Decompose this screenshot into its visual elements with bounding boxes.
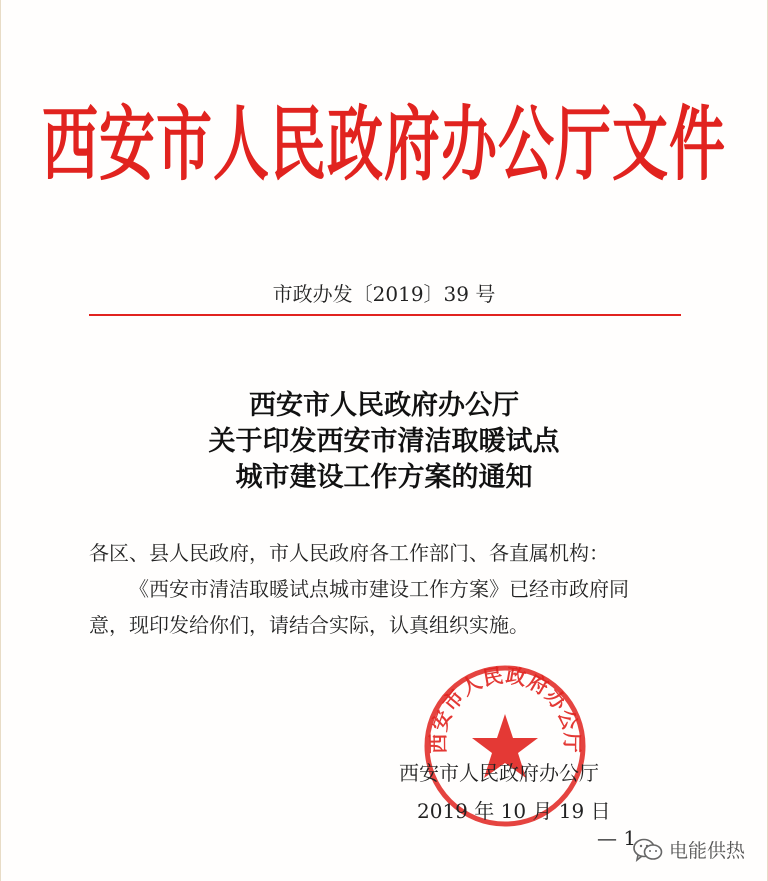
title-line-1: 西安市人民政府办公厅 — [249, 390, 519, 421]
watermark-text: 电能供热 — [669, 840, 746, 862]
red-divider — [89, 314, 681, 316]
document-header-title: 西安市人民政府办公厅文件 — [42, 98, 726, 193]
issue-date: 2019 年 10 月 19 日 — [417, 799, 611, 823]
body-line-1: 《西安市清洁取暖试点城市建设工作方案》已经市政府同 — [129, 577, 629, 601]
body-line-2: 意，现印发给你们，请结合实际，认真组织实施。 — [89, 613, 529, 637]
wechat-watermark — [633, 836, 745, 863]
title-line-2: 关于印发西安市清洁取暖试点 — [208, 426, 560, 457]
notice-title — [1, 388, 767, 496]
addressee-line: 各区、县人民政府，市人民政府各工作部门、各直属机构： — [89, 541, 609, 565]
svg-text:西安市人民政府办公厅: 西安市人民政府办公厅 — [425, 663, 585, 754]
title-line-3: 城市建设工作方案的通知 — [235, 462, 533, 493]
document-number: 市政办发〔2019〕39 号 — [272, 282, 496, 306]
page-number: — 1 — [597, 826, 637, 850]
signature-organization: 西安市人民政府办公厅 — [399, 761, 599, 785]
wechat-icon — [633, 837, 663, 863]
body-text — [89, 535, 689, 643]
